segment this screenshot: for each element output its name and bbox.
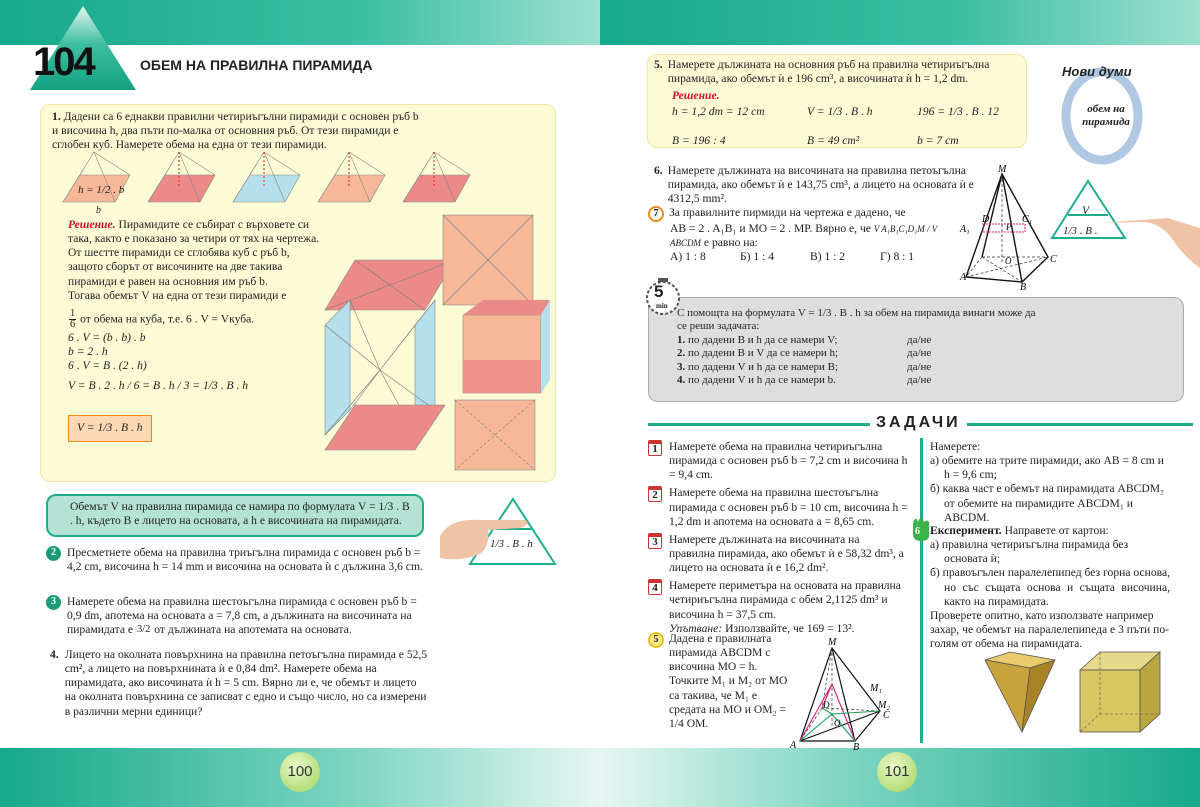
experiment-figures bbox=[980, 650, 1170, 738]
new-words-title: Нови думи bbox=[1062, 64, 1132, 79]
task-item bbox=[648, 440, 908, 482]
svg-text:M: M bbox=[998, 164, 1007, 175]
task6b bbox=[930, 524, 1170, 651]
timer-unit: min bbox=[656, 302, 668, 310]
eq1: 6 . V = (b . b) . b bbox=[68, 330, 146, 344]
task5b bbox=[648, 632, 793, 731]
task6 bbox=[654, 164, 984, 206]
task-number: 6. bbox=[654, 164, 663, 177]
tasks-heading-title: ЗАДАЧИ bbox=[870, 413, 967, 433]
task7-text-c: е равно на: bbox=[703, 236, 758, 250]
pyramid-figure-task7 bbox=[960, 162, 1057, 293]
svg-text:M: M bbox=[828, 637, 837, 648]
task-text: Намерете периметъра на основата на правилна четириъгълна пирамида с обем 2,1125 dm³ и височина h = 37,5 cm. bbox=[669, 579, 901, 621]
pyramid-pink-2 bbox=[403, 152, 470, 202]
hand-badge-icon bbox=[910, 516, 932, 542]
result-formula: V = 1/3 . B . h bbox=[68, 415, 152, 441]
task3-text-b: от дължината на апотемата на основата. bbox=[154, 623, 352, 637]
tasks-list bbox=[648, 440, 908, 636]
task7-fraction: V A₁B₁C₁D₁M / V ABCDM bbox=[670, 224, 938, 249]
option-d: Г) 8 : 1 bbox=[880, 250, 915, 264]
pyramid-salmon-2 bbox=[318, 152, 385, 202]
hint-label: Упътване: bbox=[669, 621, 723, 635]
quiz-item-text: по дадени V и h да се намери b. bbox=[688, 374, 836, 387]
task-number: 4. bbox=[50, 648, 59, 661]
option-b: Б) 1 : 4 bbox=[740, 250, 775, 264]
quiz-answer[interactable]: да/не bbox=[907, 333, 932, 346]
experiment-a: а) правилна четириъгълна пирамида без основата ѝ; bbox=[930, 538, 1129, 566]
eq4: V = B . 2 . h / 6 = B . h / 3 = 1/3 . B . h bbox=[68, 379, 249, 393]
page-title: ОБЕМ НА ПРАВИЛНА ПИРАМИДА bbox=[140, 57, 373, 73]
solution-text: Пирамидите се събират с върховете си така, както е показано за четири от тях на чертежа. bbox=[68, 218, 320, 246]
fraction-3-2: 3/2 bbox=[136, 624, 151, 636]
solution-cell: b = 7 cm bbox=[917, 133, 959, 147]
quiz-intro: С помощта на формулата V = 1/3 . B . h за обем на пирамида винаги може да се реши задачата: bbox=[677, 307, 1036, 333]
quiz-item-text: по дадени B и h да се намери V; bbox=[688, 333, 838, 346]
calendar-number-icon: 1 bbox=[648, 440, 662, 456]
task-number-badge: 2 bbox=[46, 546, 61, 561]
cube-assembly-figure bbox=[325, 210, 555, 470]
task6-text: Намерете дължината на височината на правилна петоъгълна пирамида, ако обемът ѝ е 143,75 cm³, а лицето на основата ѝ е 4312,5 mm². bbox=[667, 164, 974, 206]
task3-text-a: Намерете обема на правилна шестоъгълна пирамида с основен ръб b = 0,9 dm, апотема на основата a = 7,8 cm, а дължината на височината на пирамидата е bbox=[67, 595, 417, 637]
svg-text:M₂: M₂ bbox=[878, 700, 890, 711]
solution-cell: B = 196 : 4 bbox=[672, 133, 726, 147]
task4 bbox=[50, 648, 428, 719]
lesson-number: 104 bbox=[33, 40, 94, 84]
quiz-item-num: 3. bbox=[677, 360, 686, 373]
solution-cell: 196 = 1/3 . B . 12 bbox=[917, 105, 999, 119]
pyramid-pink bbox=[148, 152, 215, 202]
svg-text:C: C bbox=[883, 710, 890, 721]
svg-text:O: O bbox=[1005, 256, 1012, 266]
calendar-number-icon: 2 bbox=[648, 486, 662, 502]
hand-triangle-formula: 1/3 . B . h bbox=[490, 538, 533, 550]
task5-text: Намерете дължината на основния ръб на правилна четириъгълна пирамида, ако обемът ѝ е 196 cm³, а височината ѝ h = 1,2 dm. bbox=[667, 58, 990, 86]
fraction-1-6: $\frac{1}{6}$ bbox=[70, 307, 76, 331]
task6b-number: 6 bbox=[915, 526, 920, 537]
figure-label-b: b bbox=[96, 205, 101, 216]
svg-text:C₁: C₁ bbox=[1022, 214, 1033, 225]
task-text: Намерете обема на правилна шестоъгълна пирамида с основен ръб b = 10 cm, височина h = 1,2 dm и апотема на основата a = 8,65 cm. bbox=[669, 486, 908, 528]
quiz-item-text: по дадени V и h да се намери B; bbox=[688, 360, 839, 373]
task-number-badge: 7 bbox=[648, 206, 664, 222]
quiz-answer[interactable]: да/не bbox=[907, 360, 932, 373]
quiz-answer[interactable]: да/не bbox=[907, 347, 932, 360]
svg-text:P: P bbox=[1006, 222, 1012, 232]
experiment-conclusion: Проверете опитно, като използвате например захар, че обемът на паралелепипеда е 3 пъти по-голям от обема на пирамидата. bbox=[930, 608, 1169, 651]
quiz-item-num: 4. bbox=[677, 374, 686, 387]
column-divider bbox=[920, 438, 923, 743]
solution-cell: B = 49 cm² bbox=[807, 133, 860, 147]
figure-label-h: h = 1/2 . b bbox=[78, 184, 125, 196]
pyramid-figure-task5 bbox=[790, 636, 905, 751]
solution-p3: Тогава обемът V на една от тези пирамиди е bbox=[68, 288, 287, 302]
svg-text:B: B bbox=[1020, 282, 1027, 293]
svg-text:A: A bbox=[960, 272, 967, 283]
task7-text-a: За правилните пирмиди на чертежа е дадено, че bbox=[669, 206, 906, 219]
hand-pointing-triangle-icon bbox=[440, 496, 560, 566]
solution-label: Решение. bbox=[672, 89, 720, 103]
svg-text:D: D bbox=[982, 214, 990, 225]
task7-text-b: AB = 2 . A₁B₁ и MO = 2 . MP. Вярно е, че bbox=[670, 222, 871, 235]
task5b-questions bbox=[930, 440, 1170, 525]
task1-solution bbox=[68, 218, 323, 442]
calendar-number-icon: 4 bbox=[648, 579, 662, 595]
task-item bbox=[648, 533, 908, 575]
pyramids-row bbox=[60, 150, 560, 210]
svg-text:A: A bbox=[790, 740, 797, 751]
task5b-text: Дадена е правилната пирамида ABCDM с височина MO = h. Точките M₁ и M₂ от MO са такива, че M₁ е средата на MO и OM₂ = 1/4 OM. bbox=[669, 632, 788, 730]
option-c: В) 1 : 2 bbox=[810, 250, 846, 264]
task2 bbox=[46, 546, 428, 574]
quiz-item-text: по дадени B и V да се намери h; bbox=[688, 347, 839, 360]
svg-text:B: B bbox=[853, 742, 860, 753]
quiz-item-num: 2. bbox=[677, 347, 686, 360]
eq3: 6 . V = B . (2 . h) bbox=[68, 359, 147, 373]
task1 bbox=[52, 110, 422, 152]
task-text: Намерете обема на правилна четириъгълна пирамида с основен ръб b = 7,2 cm и височина h = 9,4 cm. bbox=[669, 440, 908, 482]
option-a: А) 1 : 8 bbox=[670, 250, 706, 264]
experiment-intro: Направете от картон: bbox=[1004, 524, 1109, 537]
experiment-b: б) правоъгълен паралелепипед без горна основа, но със същата основа и същата височина, както на пирамидата. bbox=[930, 566, 1170, 608]
svg-text:D: D bbox=[823, 700, 830, 710]
solution-p2: От шестте пирамиди се сглобява куб с ръб b, защото сборът от височините на две такива пирамиди е равен на основния им ръб b. bbox=[68, 246, 290, 288]
quiz-answer[interactable]: да/не bbox=[907, 374, 932, 387]
solution-p4: от обема на куба, т.е. 6 . V = Vкуба. bbox=[80, 312, 255, 326]
page-number-left: 100 bbox=[280, 752, 320, 792]
triangle-bottom: 1/3 . B . bbox=[1063, 225, 1098, 237]
solution-cell: h = 1,2 dm = 12 cm bbox=[672, 105, 765, 119]
task1-text: Дадени са 6 еднакви правилни четириъгълни пирамиди с основен ръб b и височина h, два пъти по-малка от основния ръб. От тези пирамиди е сглобен куб. Намерете обема на една от тези пирамиди. bbox=[52, 110, 419, 152]
quiz-item-num: 1. bbox=[677, 333, 686, 346]
question-a: а) обемите на трите пирамиди, ако AB = 8 cm и h = 9,6 cm; bbox=[930, 454, 1164, 482]
svg-text:A₁: A₁ bbox=[960, 224, 970, 235]
task-text: Намерете дължината на височината на правилна пирамида, ако обемът ѝ е 58,32 dm³, а лицето на основата ѝ е 16,2 dm². bbox=[669, 532, 904, 575]
eq2: b = 2 . h bbox=[68, 344, 108, 358]
top-band-right bbox=[600, 0, 1200, 45]
task-item bbox=[648, 579, 908, 636]
task7 bbox=[648, 206, 948, 264]
task2-text: Пресметнете обема на правилна триъгълна пирамида с основен ръб b = 4,2 cm, височина h = 14 mm и височина на основата ѝ с дължина 3,6 cm. bbox=[67, 546, 423, 574]
task-number: 1. bbox=[52, 110, 61, 123]
quiz-content bbox=[677, 307, 1037, 387]
task-number-badge: 3 bbox=[46, 595, 61, 610]
experiment-title: Експеримент. bbox=[930, 524, 1002, 537]
svg-text:C: C bbox=[1050, 254, 1057, 265]
pyramid-blue bbox=[233, 152, 300, 202]
star-number-icon: 5 bbox=[648, 632, 664, 648]
svg-text:O: O bbox=[834, 718, 841, 728]
solution-cell: V = 1/3 . B . h bbox=[807, 105, 873, 119]
inverted-pyramid-icon bbox=[985, 652, 1055, 732]
tasks-heading bbox=[648, 413, 1193, 435]
page-number-right: 101 bbox=[877, 752, 917, 792]
question-b: б) каква част е обемът на пирамидата ABCDM₂ от обемите на пирамидите ABCDM₁ и ABCDM. bbox=[930, 482, 1165, 524]
box-icon bbox=[1080, 652, 1160, 732]
timer-value: 5 bbox=[654, 282, 664, 301]
rule-text: Обемът V на правилна пирамида се намира по формулата V = 1/3 . B . h, където B е лицето на основата, а h е височината на пирамидата. bbox=[70, 500, 410, 528]
task4-text: Лицето на околната повърхнина на правилна петоъгълна пирамида е 52,5 cm², а лицето на повърхнината ѝ е 0,84 dm². Намерете обема на пирамидата, ако височината ѝ h = 5 cm. Вярно ли е, че обемът и лицето на околната повърхнина се записват с едно и също число, но са измерени в различни мерни единици? bbox=[64, 648, 428, 718]
calendar-number-icon: 3 bbox=[648, 533, 662, 549]
svg-text:M₁: M₁ bbox=[870, 683, 882, 694]
task5 bbox=[654, 58, 1022, 148]
task3 bbox=[46, 595, 428, 637]
hint-text: Използвайте, че 169 = 13². bbox=[725, 621, 855, 635]
task-number: 5. bbox=[654, 58, 663, 71]
new-words-term: обем на пирамида bbox=[1082, 103, 1130, 129]
triangle-top: V bbox=[1082, 204, 1090, 217]
task-item bbox=[648, 486, 908, 528]
solution-label: Решение. bbox=[68, 218, 116, 231]
find-label: Намерете: bbox=[930, 440, 981, 453]
